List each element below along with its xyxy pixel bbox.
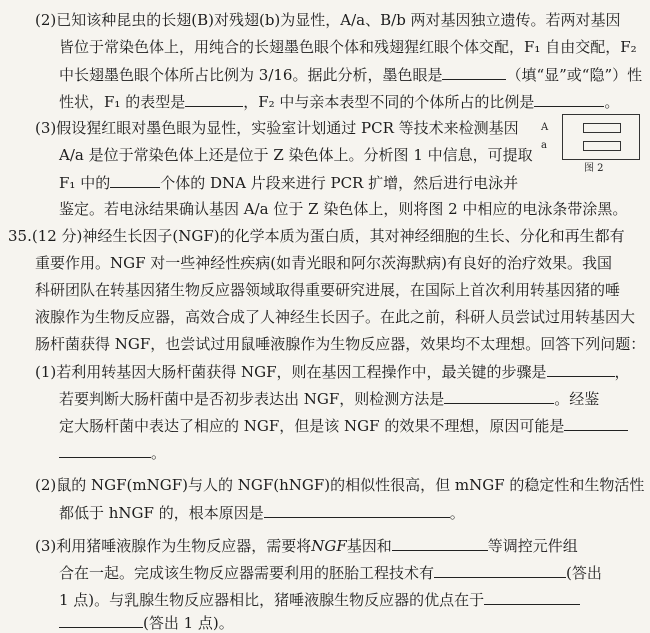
q35-part3-line3: [59, 589, 650, 610]
q35-part1-line2: [59, 388, 650, 409]
answer-blank-advantage-part2[interactable]: [59, 612, 143, 628]
q35-part1-line4: [59, 442, 650, 463]
gel-band-A[interactable]: [583, 123, 621, 133]
answer-blank-embryo-technique[interactable]: [434, 562, 566, 578]
q35-part1-line4-text: 。: [151, 444, 167, 462]
q34-part3-line2: A/a 是位于常染色体上还是位于 Z 染色体上。分析图 1 中信息，可提取: [59, 146, 533, 164]
q35-part3-line2: [59, 562, 650, 583]
answer-blank-dominance[interactable]: [442, 64, 506, 80]
q34-part2-line4-text-c: 。: [604, 93, 620, 111]
q34-part2-line4: [59, 91, 650, 112]
q35-line5: 肠杆菌获得 NGF，也尝试过用鼠唾液腺作为生物反应器，效果均不太理想。回答下列问题：: [35, 335, 646, 353]
q35-line4: 液腺作为生物反应器，高效合成了人神经生长因子。在此之前，科研人员尝试过用转基因大: [35, 308, 636, 326]
answer-blank-f1-individual[interactable]: [110, 172, 160, 188]
q35-part3-line1-text-b: 基因和: [346, 537, 392, 555]
answer-blank-advantage-part1[interactable]: [484, 589, 580, 605]
q35-part1-line1-text-b: ，: [614, 363, 630, 381]
q34-part3-line3-text-b: 个体的 DNA 片段来进行 PCR 扩增，然后进行电泳并: [160, 174, 519, 192]
q35-part3-line4-text: (答出 1 点)。: [143, 614, 234, 632]
q34-part2-line4-text-a: 性状，F₁ 的表型是: [59, 93, 186, 111]
q35-part1-line2-text-a: 若要判断大肠杆菌中是否初步表达出 NGF，则检测方法是: [59, 390, 445, 408]
q35-part3-line1-text-a: (3)利用猪唾液腺作为生物反应器，需要将: [35, 537, 312, 555]
q35-part3-line4: [59, 612, 650, 633]
q34-part2-line3-text-b: （填“显”或“隐”）性: [506, 66, 643, 84]
answer-blank-reason-part2[interactable]: [59, 442, 151, 458]
q35-part3-line3-text-a: 1 点)。与乳腺生物反应器相比，猪唾液腺生物反应器的优点在于: [59, 591, 485, 609]
q35-part3-line2-text-a: 合在一起。完成该生物反应器需要利用的胚胎工程技术有: [59, 564, 435, 582]
q34-part3-line3: [59, 172, 650, 193]
answer-blank-regulatory-element[interactable]: [392, 535, 488, 551]
q35-part2-line2-text-b: 。: [449, 504, 465, 522]
q35-line3: 科研团队在转基因猪生物反应器领域取得重要研究进展，在国际上首次利用转基因猪的唾: [35, 281, 621, 299]
q35-line2: 重要作用。NGF 对一些神经性疾病(如青光眼和阿尔茨海默病)有良好的治疗效果。我国: [35, 254, 612, 272]
answer-blank-f1-phenotype[interactable]: [185, 91, 243, 107]
q35-part3-line1-text-c: 等调控元件组: [487, 537, 578, 555]
q35-part1-line2-text-b: 。经鉴: [554, 390, 600, 408]
figure2-gel: [562, 114, 640, 160]
q34-part3-line4: 鉴定。若电泳结果确认基因 A/a 位于 Z 染色体上，则将图 2 中相应的电泳条带涂黑。: [59, 200, 628, 218]
q35-part2-line2-text-a: 都低于 hNGF 的，根本原因是: [59, 504, 264, 522]
q34-part3-line1: (3)假设猩红眼对墨色眼为显性，实验室计划通过 PCR 等技术来检测基因: [35, 119, 519, 137]
figure2-label-a: a: [541, 140, 547, 151]
q35-part3-ngf-italic: NGF: [311, 537, 347, 555]
q35-part3-line1: [35, 535, 650, 556]
answer-blank-key-step[interactable]: [547, 361, 615, 377]
answer-blank-f2-ratio[interactable]: [534, 91, 604, 107]
answer-blank-detection-method[interactable]: [444, 388, 554, 404]
q34-part2-line2: 皆位于常染色体上，用纯合的长翅墨色眼个体和残翅猩红眼个体交配，F₁ 自由交配，F₂: [59, 38, 637, 56]
q35-part1-line3: [59, 415, 650, 436]
answer-blank-reason-part1[interactable]: [564, 415, 628, 431]
q34-part2-line3: [59, 64, 650, 85]
figure2-caption: 图 2: [584, 163, 604, 174]
q34-part2-line3-text-a: 中长翅墨色眼个体所占比例为 3/16。据此分析，墨色眼是: [59, 66, 443, 84]
q35-part1-line3-text-a: 定大肠杆菌中表达了相应的 NGF，但是该 NGF 的效果不理想，原因可能是: [59, 417, 565, 435]
q34-part2-line4-text-b: ，F₂ 中与亲本表型不同的个体所占的比例是: [243, 93, 535, 111]
q35-part1-line1-text-a: (1)若利用转基因大肠杆菌获得 NGF，则在基因工程操作中，最关键的步骤是: [35, 363, 547, 381]
q35-part1-line1: [35, 361, 650, 382]
q35-part3-line2-text-b: (答出: [566, 564, 602, 582]
q34-part3-line3-text-a: F₁ 中的: [59, 174, 111, 192]
q34-part2-line1: (2)已知该种昆虫的长翅(B)对残翅(b)为显性，A/a、B/b 两对基因独立遗传。若两对基因: [35, 11, 621, 29]
answer-blank-root-cause[interactable]: [264, 502, 450, 518]
gel-band-a[interactable]: [583, 141, 621, 151]
q35-part2-line2: [59, 502, 650, 523]
q35-part2-line1: (2)鼠的 NGF(mNGF)与人的 NGF(hNGF)的相似性很高，但 mNGF 的稳定性和生物活性: [35, 476, 645, 494]
q35-line1: 35.(12 分)神经生长因子(NGF)的化学本质为蛋白质，其对神经细胞的生长、分化和再生都有: [8, 227, 625, 245]
figure2-label-A: A: [541, 122, 549, 133]
